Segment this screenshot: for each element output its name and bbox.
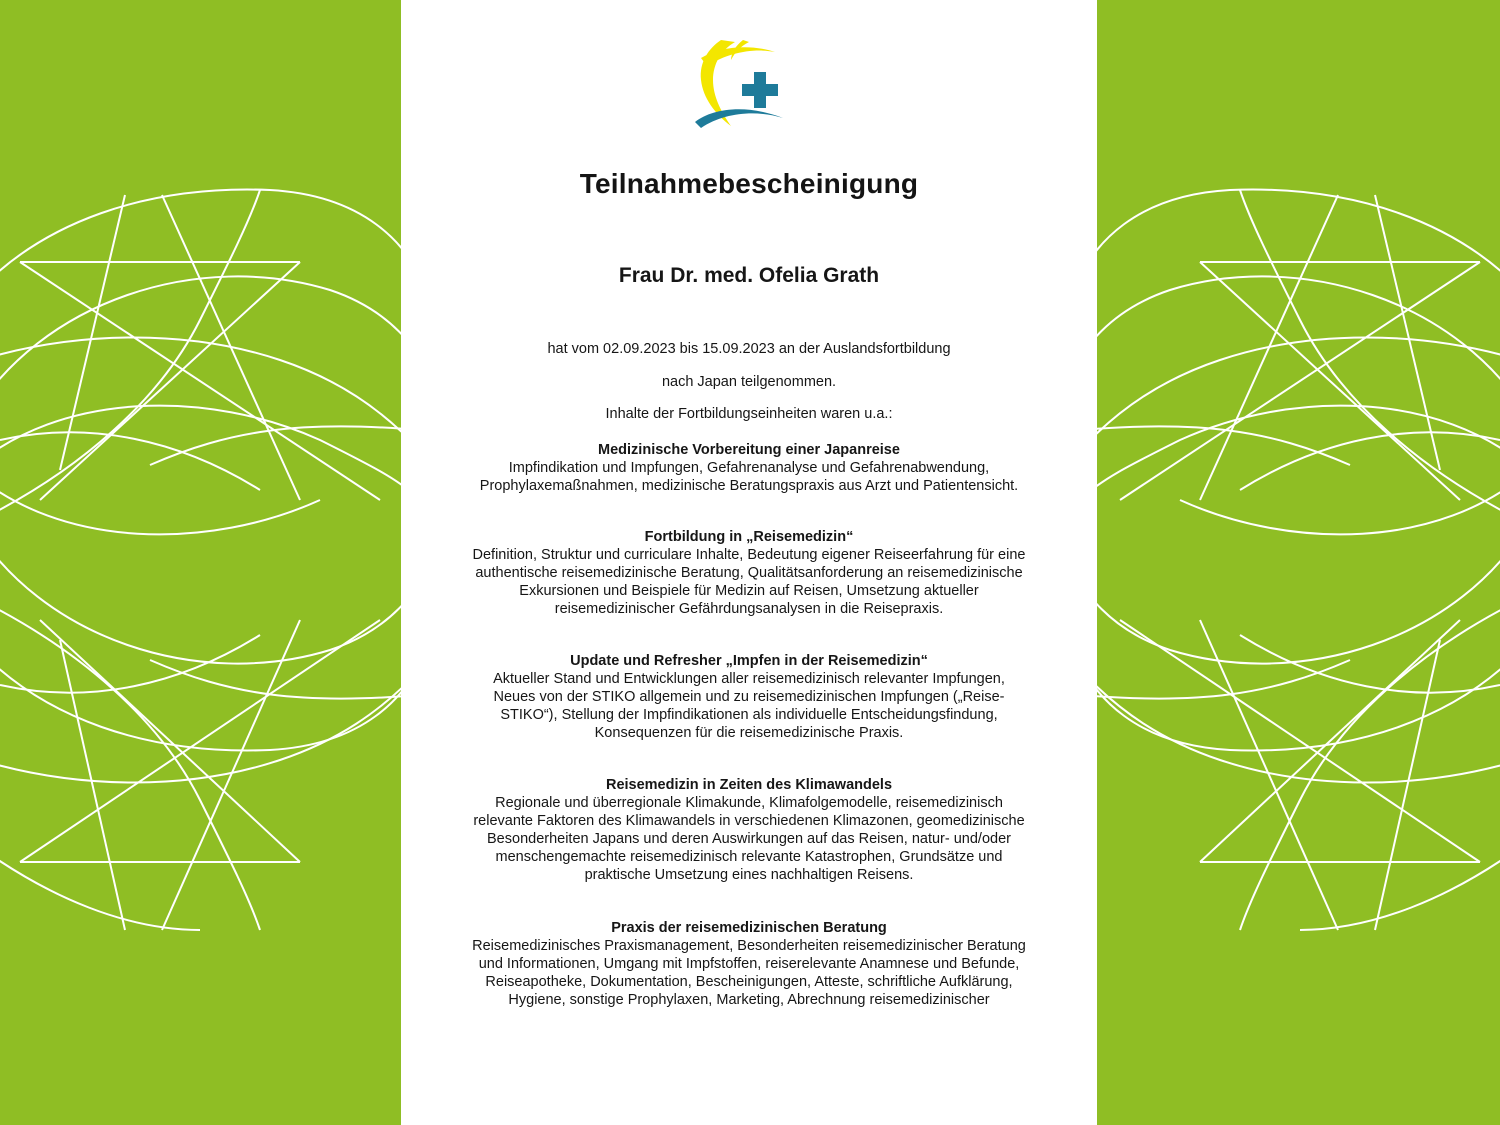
left-ornament-pattern [0,0,401,1125]
section-vaccination-refresher [441,652,1057,742]
section-heading: Reisemedizin in Zeiten des Klimawandels [605,777,893,793]
right-ornament-pattern [1097,0,1500,1125]
section-heading: Fortbildung in „Reisemedizin“ [644,529,854,545]
right-ornament-group [1097,190,1500,930]
left-decorative-band [0,0,401,1125]
section-heading: Medizinische Vorbereitung einer Japanreise [598,442,900,458]
section-consultation-practice [441,919,1057,1009]
logo-medical-cross-icon [742,72,778,108]
section-body: Definition, Struktur und curriculare Inhalte, Bedeutung eigener Reiseerfahrung für eine authentische reisemedizinische Beratung, Qualitätsanforderung an reisemedizinische Exkursionen und Beispiele für Medizin auf Reisen, Umsetzung aktueller reisemedizinischer Gefährdungsanalysen in die Reisepraxis. [472,547,1026,617]
certificate-sheet [401,0,1097,1125]
section-japan-preparation [441,441,1057,495]
intro-line-contents: Inhalte der Fortbildungseinheiten waren u.a.: [605,406,893,422]
certificate-title: Teilnahmebescheinigung [579,168,919,199]
section-heading: Praxis der reisemedizinischen Beratung [611,920,887,936]
section-climate-change [441,776,1057,884]
intro-line-destination: nach Japan teilgenommen. [661,374,837,390]
section-body: Regionale und überregionale Klimakunde, Klimafolgemodelle, reisemedizinisch relevante Faktoren des Klimawandels in verschiedenen Klimazonen, geomedizinische Besonderheiten Japans und deren Auswirkungen auf das Reisen, natur- und/oder menschengemachte reisemedizinisch relevante Katastrophen, Grundsätze und praktische Umsetzung eines nachhaltigen Reisens. [473,795,1025,883]
intro-line-dates: hat vom 02.09.2023 bis 15.09.2023 an der Auslandsfortbildung [547,341,951,357]
right-decorative-band [1097,0,1500,1125]
medical-cross-swoosh-logo-icon [691,36,791,132]
section-body: Reisemedizinisches Praxismanagement, Besonderheiten reisemedizinischer Beratung und Informationen, Umgang mit Impfstoffen, reiserelevante Anamnese und Befunde, Reiseapotheke, Dokumentation, Bescheinigungen, Atteste, schriftliche Aufklärung, Hygiene, sonstige Prophylaxen, Marketing, Abrechnung reisemedizinischer [472,938,1026,1008]
section-body: Aktueller Stand und Entwicklungen aller reisemedizinisch relevanter Impfungen, Neues von der STIKO allgemein und zu reisemedizinischen Impfungen („Reise- STIKO“), Stellung der Impfindikationen als individuelle Entscheidungsfindung, Konsequenzen für die reisemedizinische Praxis. [493,671,1005,741]
recipient-name: Frau Dr. med. Ofelia Grath [618,264,880,287]
section-travel-medicine-training [441,528,1057,618]
logo-teal-wave-icon [695,109,783,128]
section-heading: Update und Refresher „Impfen in der Reisemedizin“ [570,653,928,669]
left-ornament-top [0,190,401,520]
section-body: Impfindikation und Impfungen, Gefahrenanalyse und Gefahrenabwendung, Prophylaxemaßnahmen, medizinische Beratungspraxis aus Arzt und Patientensicht. [479,460,1019,494]
left-ornament-bottom [0,470,401,930]
